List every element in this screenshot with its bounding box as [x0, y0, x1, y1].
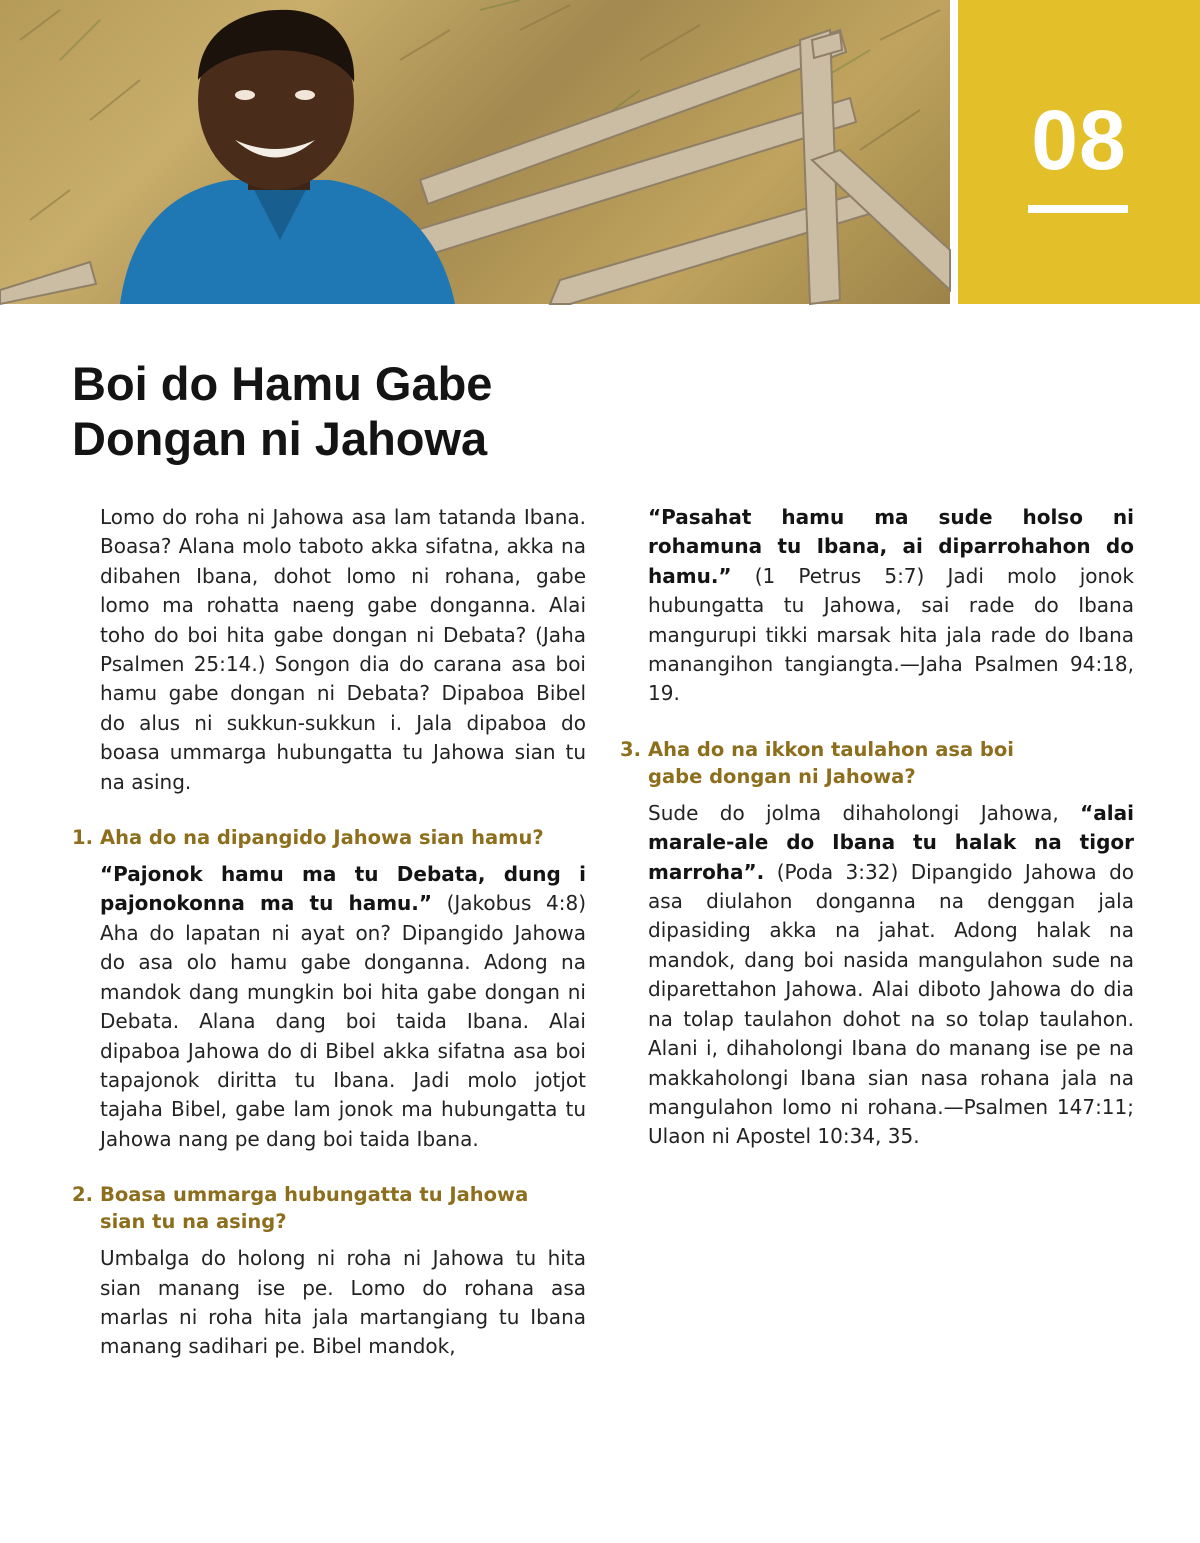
left-column — [72, 503, 586, 1359]
scripture-quote: “Pajonok hamu ma tu Debata, dung i pajonokonna ma tu hamu.” — [100, 862, 586, 916]
question-3 — [620, 736, 1060, 790]
intro-paragraph: Lomo do roha ni Jahowa asa lam tatanda Ibana. Boasa? Alana molo taboto akka sifatna, akka na dibahen Ibana, dohot lomo ni rohana, gabe lomo ma rohatta naeng gabe donganna. Alai toho do boi hita gabe dongan ni Debata? (Jaha Psalmen 25:14.) Songon dia do carana asa boi hamu gabe dongan ni Debata? Dipaboa Bibel do alus ni sukkun-sukkun i. Jala dipaboa do boasa ummarga hubungatta tu Jahowa sian tu na asing. — [100, 505, 586, 794]
question-number: 1. — [72, 826, 93, 850]
answer-3 — [620, 799, 1134, 1152]
page-title — [72, 356, 632, 466]
question-2 — [72, 1181, 542, 1235]
right-column — [620, 503, 1134, 1152]
question-1 — [72, 824, 586, 851]
answer-1 — [72, 860, 586, 1154]
answer-2-continued — [620, 503, 1134, 709]
question-number: 3. — [620, 737, 641, 761]
answer-text: (1 Petrus 5:7) Jadi molo jonok hubungatta tu Jahowa, sai rade do Ibana mangurupi tikki marsak hita jala rade do Ibana manangihon tangiangta.—Jaha Psalmen 94:18, 19. — [648, 563, 1134, 706]
title-line-2: Dongan ni Jahowa — [72, 412, 488, 465]
title-line-1: Boi do Hamu Gabe — [72, 357, 493, 410]
answer-text: Umbalga do holong ni roha ni Jahowa tu hita sian manang ise pe. Lomo do rohana asa marlas ni roha hita jala martangiang tu Ibana manang sadihari pe. Bibel mandok, — [100, 1246, 586, 1359]
scripture-quote: “alai marale-ale do Ibana tu halak na tigor marroha”. — [648, 800, 1134, 884]
chapter-badge — [958, 0, 1200, 304]
question-text: Aha do na dipangido Jahowa sian hamu? — [100, 826, 544, 850]
chapter-number: 08 — [1031, 93, 1127, 187]
answer-2-start — [72, 1244, 586, 1359]
answer-text: (Poda 3:32) Dipangido Jahowa do asa diulahon donganna na denggan jala dipasiding akka na jahat. Adong halak na mandok, dang boi nasida mangulahon sude na diparettahon Jahowa. Alai diboto Jahowa do dia na tolap taulahon dohot na so tolap taulahon. Alani i, dihaholongi Ibana do manang ise pe na makkaholongi Ibana sian nasa rohana jala na mangulahon lomo ni rohana.—Psalmen 147:11; Ulaon ni Apostel 10:34, 35. — [648, 859, 1134, 1149]
scripture-quote: “Pasahat hamu ma sude holso ni rohamuna tu Ibana, ai diparrohahon do hamu.” — [648, 505, 1134, 588]
question-number: 2. — [72, 1183, 93, 1207]
question-text: Aha do na ikkon taulahon asa boi gabe dongan ni Jahowa? — [648, 737, 1014, 788]
question-text: Boasa ummarga hubungatta tu Jahowa sian tu na asing? — [100, 1183, 529, 1234]
chapter-underline — [1028, 205, 1128, 213]
header-photo — [0, 0, 950, 304]
answer-text: (Jakobus 4:8) Aha do lapatan ni ayat on? Dipangido Jahowa do asa olo hamu gabe donganna. Adong na mandok dang mungkin boi hita gabe dongan ni Debata. Alana dang boi taida Ibana. Alai dipaboa Jahowa do di Bibel akka sifatna asa boi tapajonok diritta tu Ibana. Jadi molo jotjot tajaha Bibel, gabe lam jonok ma hubungatta tu Jahowa nang pe dang boi taida Ibana. — [100, 891, 586, 1151]
answer-text: Sude do jolma dihaholongi Jahowa, — [648, 800, 1081, 825]
photo-illustration — [0, 0, 950, 304]
